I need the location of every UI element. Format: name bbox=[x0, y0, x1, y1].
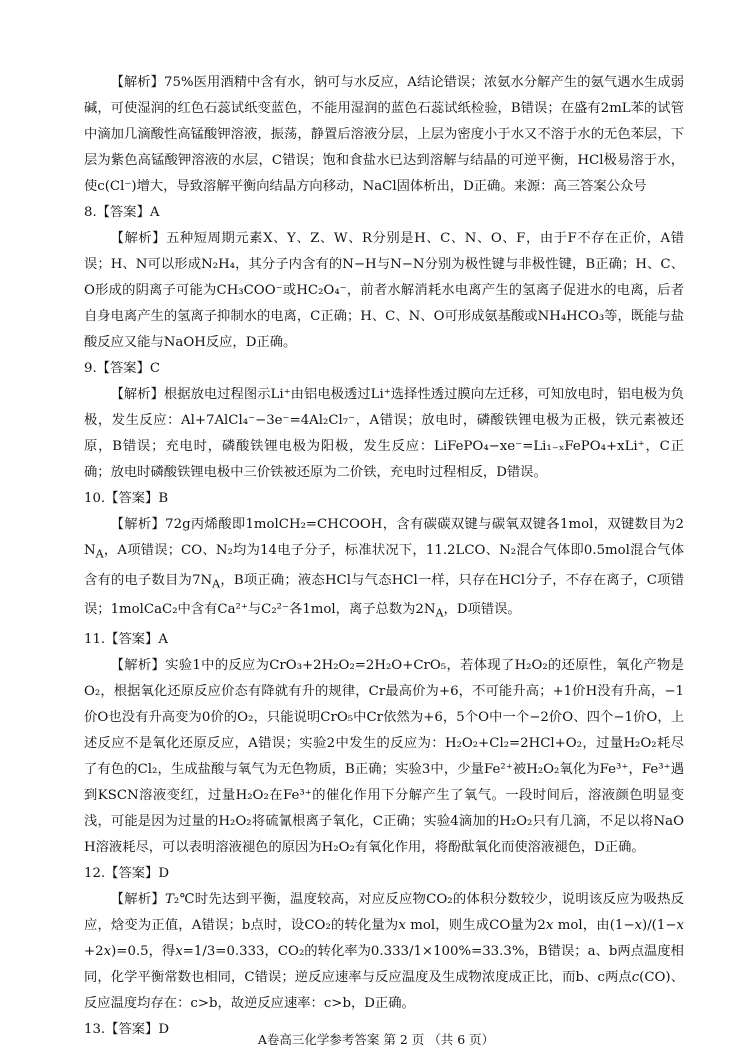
answer-12: 12.【答案】D bbox=[84, 865, 169, 881]
paragraph-explanation-11: 【解析】实验1中的反应为CrO₃+2H₂O₂=2H₂O+CrO₅，若体现了H₂O₂的还原性，氧化产物是O₂，根据氧化还原反应价态有降就有升的规律，Cr最高价为+6，不可能升高；+1价H没有升高，−1价O也没有升高变为0价的O₂，只能说明CrO₅中Cr依然为+6，5个O中一个−2价O、四个−1价O，上述反应不是氧化还原反应，A错误；实验2中发生的反应为：H₂O₂+Cl₂=2HCl+O₂，过量H₂O₂耗尽了有色的Cl₂，生成盐酸与氧气为无色物质，B正确；实验3中，少量Fe²⁺被H₂O₂氧化为Fe³⁺，Fe³⁺遇到KSCN溶液变红，过量H₂O₂在Fe³⁺的催化作用下分解产生了氧气。一段时间后，溶液颜色明显变浅，可能是因为过量的H₂O₂将硫氰根离子氧化，C正确；实验4滴加的H₂O₂只有几滴，不足以将NaOH溶液耗尽，可以表明溶液褪色的原因为H₂O₂有氧化作用，将酚酞氧化而使溶液褪色，D正确。 bbox=[84, 657, 684, 855]
answer-10: 10.【答案】B bbox=[84, 491, 169, 506]
answer-8: 8.【答案】A bbox=[84, 205, 160, 220]
paragraph-explanation-10: 【解析】72g丙烯酸即1molCH₂=CHCOOH，含有碳碳双键与碳氧双键各1mol，双键数目为$2N_A$，A项错误；CO、N₂均为14电子分子，标准状况下，11.2LCO、N₂混合气体即0.5mol混合气体含有的电子数目为$7N_A$，B项正确；液态HCl与气态HCl一样，只存在HCl分子，不存在离子，C项错误；1molCaC₂中含有Ca²⁺与C₂²⁻各1mol，离子总数为$2N_A$，D项错误。 bbox=[84, 517, 684, 620]
paragraph-explanation-7: 【解析】75%医用酒精中含有水，钠可与水反应，A结论错误；浓氨水分解产生的氨气遇水生成弱碱，可使湿润的红色石蕊试纸变蓝色，不能用湿润的蓝色石蕊试纸检验，B错误；在盛有2mL苯的试管中滴加几滴酸性高锰酸钾溶液，振荡，静置后溶液分层，上层为密度小于水又不溶于水的无色苯层，下层为紫色高锰酸钾溶液的水层，C错误；饱和食盐水已达到溶解与结晶的可逆平衡，HCl极易溶于水，使c(Cl⁻)增大，导致溶解平衡向结晶方向移动，NaCl固体析出，D正确。来源：高三答案公众号 bbox=[84, 75, 684, 194]
paragraph-explanation-9: 【解析】根据放电过程图示Li⁺由铝电极透过Li⁺选择性透过膜向左迁移，可知放电时，铝电极为负极，发生反应：Al+7AlCl₄⁻−3e⁻=4Al₂Cl₇⁻，A错误；放电时，磷酸铁锂电极为正极，铁元素被还原，B错误；充电时，磷酸铁锂电极为阳极，发生反应：LiFePO₄−xe⁻=Li₁₋ₓFePO₄+xLi⁺，C正确；放电时磷酸铁锂电极中三价铁被还原为二价铁，充电时过程相反，D错误。 bbox=[84, 387, 684, 480]
answer-13: 13.【答案】D bbox=[84, 1021, 169, 1037]
answer-key-page bbox=[84, 70, 684, 1043]
answer-11: 11.【答案】A bbox=[84, 631, 168, 647]
paragraph-explanation-12: 【解析】T₂℃时先达到平衡，温度较高，对应反应物CO₂的体积分数较少，说明该反应为吸热反应，焓变为正值，A错误；b点时，设CO₂的转化量为x mol，则生成CO量为2x mol，由(1−x)/(1−x+2x)=0.5，得x=1/3=0.333，CO₂的转化率为0.333/1×100%=33.3%，B错误；a、b两点温度相同，化学平衡常数也相同，C错误；逆反应速率与反应温度及生成物浓度成正比，而b、c两点c(CO)、反应温度均存在：c>b，故逆反应速率：c>b，D正确。 bbox=[84, 891, 684, 1011]
page-footer: A卷高三化学参考答案 第 2 页 （共 6 页） bbox=[257, 1032, 495, 1047]
paragraph-explanation-8: 【解析】五种短周期元素X、Y、Z、W、R分别是H、C、N、O、F，由于F不存在正价，A错误；H、N可以形成N₂H₄，其分子内含有的N−H与N−N分别为极性键与非极性键，B正确；H、C、O形成的阴离子可能为CH₃COO⁻或HC₂O₄⁻，前者水解消耗水电离产生的氢离子促进水的电离，后者自身电离产生的氢离子抑制水的电离，C正确；H、C、N、O可形成氨基酸或NH₄HCO₃等，既能与盐酸反应又能与NaOH反应，D正确。 bbox=[84, 231, 684, 350]
answer-9: 9.【答案】C bbox=[84, 361, 161, 376]
